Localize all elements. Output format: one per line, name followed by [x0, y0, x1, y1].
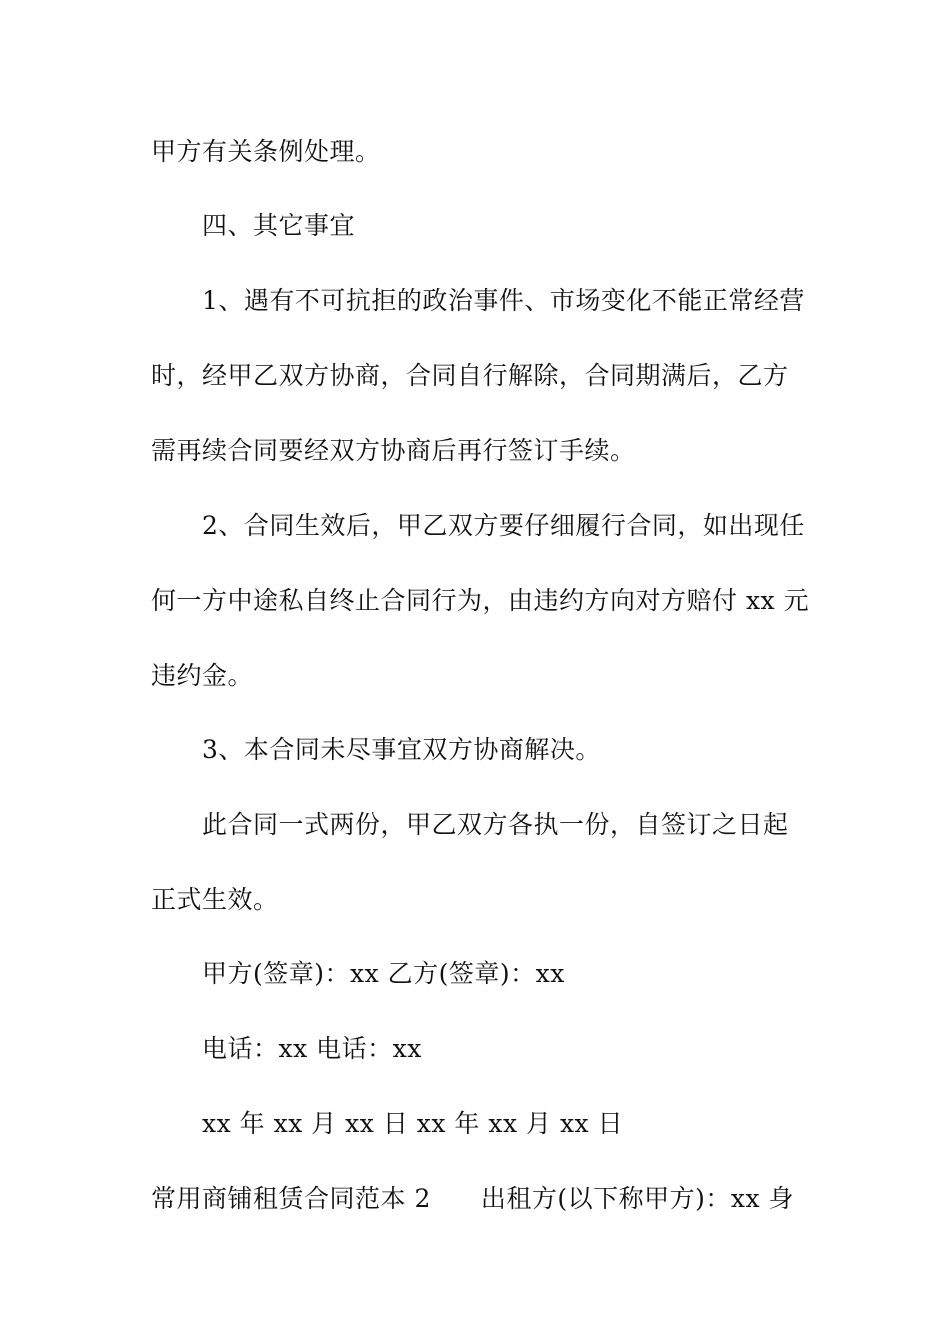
- paragraph-line: 出租方(以下称甲方)：xx 身: [480, 1184, 795, 1213]
- paragraph-line: 何一方中途私自终止合同行为，由违约方向对方赔付 xx 元: [151, 586, 810, 615]
- paragraph-line: 1、遇有不可抗拒的政治事件、市场变化不能正常经营: [202, 286, 805, 315]
- paragraph-line: 3、本合同未尽事宜双方协商解决。: [202, 735, 601, 764]
- paragraph-line: 2、合同生效后，甲乙双方要仔细履行合同，如出现任: [202, 511, 805, 540]
- section-heading: 四、其它事宜: [202, 211, 356, 240]
- phone-line: 电话：xx 电话：xx: [202, 1034, 422, 1063]
- paragraph-line: 违约金。: [151, 661, 254, 690]
- document-title: 常用商铺租赁合同范本 2: [151, 1184, 431, 1213]
- paragraph-line: 此合同一式两份，甲乙双方各执一份，自签订之日起: [202, 810, 789, 839]
- paragraph-line: 时，经甲乙双方协商，合同自行解除，合同期满后，乙方: [151, 361, 789, 390]
- next-section-line: [151, 1184, 794, 1214]
- paragraph-line: 需再续合同要经双方协商后再行签订手续。: [151, 436, 636, 465]
- paragraph-line: 正式生效。: [151, 885, 279, 914]
- date-line: xx 年 xx 月 xx 日 xx 年 xx 月 xx 日: [202, 1109, 624, 1138]
- signature-line: 甲方(签章)：xx 乙方(签章)：xx: [202, 959, 565, 988]
- paragraph-line: 甲方有关条例处理。: [151, 137, 381, 166]
